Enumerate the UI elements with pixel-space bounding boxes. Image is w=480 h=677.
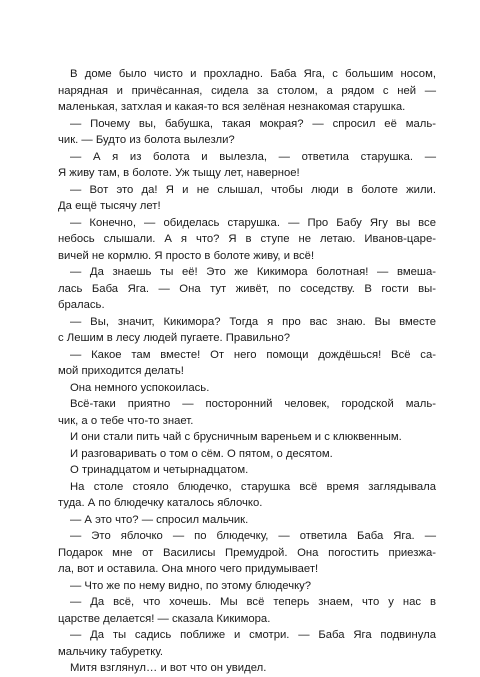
text-line: Она немного успокоилась. [70, 381, 210, 394]
text-line: И они стали пить чай с брусничным вареньем и с клюквенным. [70, 431, 402, 443]
text-line: царстве делается! — сказала Кикимора. [58, 612, 271, 625]
text-line: — А это что? — спросил мальчик. [70, 513, 249, 526]
text-line: И разговаривать о том о сём. О пятом, о десятом. [70, 447, 333, 460]
text-line: — А я из болота и вылезла, — ответила старушка. — [70, 150, 436, 163]
text-line: бралась. [58, 299, 105, 311]
text-line: туда. А по блюдечку каталось яблочко. [58, 497, 263, 509]
text-line: — Вот это да! Я и не слышал, чтобы люди в болоте жили. [70, 183, 436, 196]
page-text [58, 66, 436, 677]
text-line: лась Баба Яга. — Она тут живёт, по соседству. В гости вы- [58, 282, 436, 295]
text-line: — Да ты садись поближе и смотри. — Баба Яга подвинула [70, 629, 436, 641]
text-line: вичей не кормлю. Я просто в болоте живу, и всё! [58, 249, 315, 262]
text-line: В доме было чисто и прохладно. Баба Яга, с большим носом, [70, 68, 436, 80]
text-line: Да ещё тысячу лет! [58, 200, 161, 212]
text-line: На столе стояло блюдечко, старушка всё время заглядывала [70, 480, 436, 493]
text-line: — Да всё, что хочешь. Мы всё теперь знаем, что у нас в [70, 596, 436, 608]
text-line: Подарок мне от Василисы Премудрой. Она погостить приезжа- [58, 546, 436, 559]
text-line: Митя взглянул… и вот что он увидел. [70, 662, 267, 674]
text-line: Всё-таки приятно — посторонний человек, городской маль- [70, 398, 436, 410]
text-line: — Вы, значит, Кикимора? Тогда я про вас знаю. Вы вместе [70, 315, 436, 328]
text-line: нарядная и причёсанная, сидела за столом, а рядом с ней — [58, 84, 436, 97]
text-line: Я живу там, в болоте. Уж тыщу лет, наверное! [58, 167, 300, 179]
text-line: мальчику табуретку. [58, 645, 163, 658]
text-line: — Что же по нему видно, по этому блюдечку? [70, 579, 312, 592]
text-line: — Конечно, — обиделась старушка. — Про Бабу Ягу вы все [70, 216, 436, 229]
text-line: маленькая, затхлая и какая-то вся зелёная незнакомая старушка. [58, 101, 406, 113]
text-line: ла, вот и оставила. Она много чего придумывает! [58, 563, 319, 575]
text-line: чик. — Будто из болота вылезли? [58, 134, 235, 146]
text-line: небось слышали. А я что? Я в ступе не летаю. Иванов-царе- [58, 233, 436, 245]
text-line: — Почему вы, бабушка, такая мокрая? — спросил её маль- [70, 117, 436, 130]
text-line: О тринадцатом и четырнадцатом. [70, 464, 249, 476]
text-line: с Лешим в лесу людей пугаете. Правильно? [58, 332, 291, 344]
text-line: — Это яблочко — по блюдечку, — ответила Баба Яга. — [70, 530, 436, 542]
text-line: — Да знаешь ты её! Это же Кикимора болотная! — вмеша- [70, 266, 436, 278]
text-line: мой приходится делать! [58, 365, 184, 377]
text-line: чик, а о тебе что-то знает. [58, 414, 194, 427]
text-line: — Какое там вместе! От него помощи дождёшься! Всё са- [70, 348, 436, 361]
